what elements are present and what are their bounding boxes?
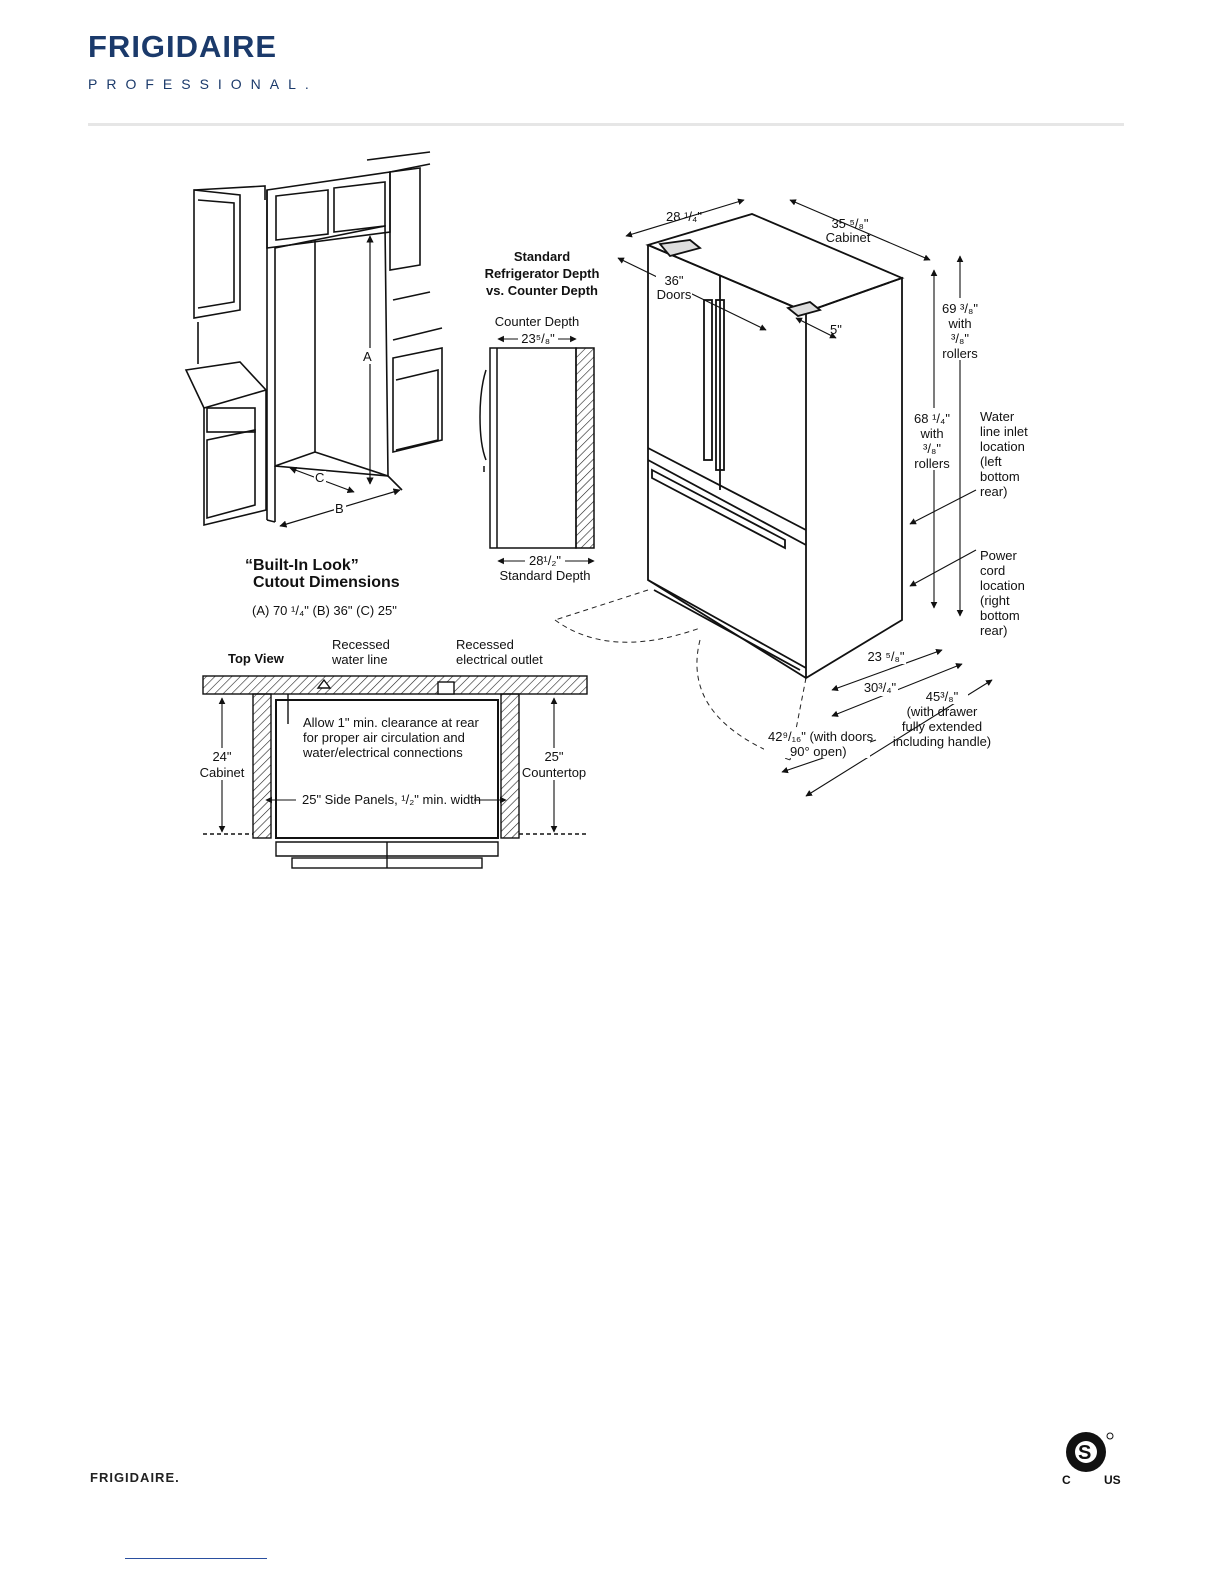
svg-text:S: S <box>1078 1442 1092 1464</box>
svg-text:rear): rear) <box>980 484 1008 499</box>
svg-text:bottom: bottom <box>980 469 1020 484</box>
standard-depth-label: Standard Depth <box>499 568 591 583</box>
top-view-title: Top View <box>228 651 284 666</box>
svg-text:line inlet: line inlet <box>980 424 1028 439</box>
svg-text:(right: (right <box>980 593 1010 608</box>
dim-doors-label: Doors <box>656 287 692 302</box>
label-b: B <box>335 501 344 516</box>
svg-text:water/electrical connections: water/electrical connections <box>303 745 463 760</box>
water-line-label-2: water line <box>332 652 388 667</box>
dim-d3: 45³/₈" <box>925 689 959 704</box>
svg-text:(with drawer: (with drawer <box>906 704 978 719</box>
water-line-label-1: Recessed <box>332 637 390 652</box>
dim-h1-value: 69 ³/₈" <box>941 301 979 316</box>
svg-text:Allow 1" min. clearance at rea: Allow 1" min. clearance at rear <box>303 715 479 730</box>
dim-cabinet-value: 35 ⁵/₈" <box>831 216 869 231</box>
svg-text:Water: Water <box>980 409 1015 424</box>
cutout-dimension-lines <box>280 236 400 526</box>
dim-d2: 30³/₄" <box>863 680 897 695</box>
svg-text:including handle): including handle) <box>892 734 992 749</box>
brand-subtitle: PROFESSIONAL. <box>88 76 318 92</box>
svg-text:location: location <box>980 439 1025 454</box>
dim-width-top: 28 ¹/₄" <box>666 209 702 224</box>
dim-h2-rollers: rollers <box>914 456 950 471</box>
dim-doors-value: 36" <box>664 273 684 288</box>
csa-left: C <box>1062 1473 1071 1487</box>
clearance-note <box>302 715 480 760</box>
svg-text:cord: cord <box>980 563 1006 578</box>
cutout-title-line2: Cutout Dimensions <box>253 574 400 591</box>
dim-d4-note: 90° open) <box>790 744 847 759</box>
depth-title-line3: vs. Counter Depth <box>486 283 598 298</box>
cutout-title-line1: “Built-In Look” <box>245 557 359 574</box>
dim-five: 5" <box>830 322 842 337</box>
depth-side-profile <box>480 348 594 548</box>
dim-h2-value: 68 ¹/₄" <box>914 411 950 426</box>
dim-h2-with: with <box>920 426 944 441</box>
drawer-extended-note <box>893 704 991 749</box>
svg-text:location: location <box>980 578 1025 593</box>
cutout-dimensions: (A) 70 ¹/₄" (B) 36" (C) 25" <box>252 603 397 618</box>
counter-depth-label: Counter Depth <box>494 314 580 329</box>
depth-title-line1: Standard <box>513 249 571 264</box>
cabinet-depth-label: Cabinet <box>199 765 245 780</box>
label-c: C <box>315 470 325 485</box>
outlet-label-1: Recessed <box>456 637 514 652</box>
power-cord-note <box>980 548 1025 638</box>
dim-d1: 23 ⁵/₈" <box>867 649 905 664</box>
counter-depth-value: 23⁵/₈" <box>521 331 555 346</box>
cutout-illustration <box>186 152 442 525</box>
countertop-depth-value: 25" <box>544 749 564 764</box>
svg-text:for proper air circulation and: for proper air circulation and <box>303 730 465 745</box>
brand-name: FRIGIDAIRE <box>88 29 278 64</box>
svg-text:rear): rear) <box>980 623 1008 638</box>
svg-text:(left: (left <box>980 454 1002 469</box>
dim-h1-rollers: rollers <box>942 346 978 361</box>
svg-text:Power: Power <box>980 548 1017 563</box>
countertop-depth-label: Countertop <box>521 765 587 780</box>
svg-text:fully extended: fully extended <box>901 719 983 734</box>
dim-d4: 42⁹/₁₆" (with doors <box>768 729 874 744</box>
csa-right: US <box>1104 1473 1121 1487</box>
dim-h1-with: with <box>948 316 972 331</box>
footer-logo: FRIGIDAIRE. <box>90 1470 180 1485</box>
depth-title-line2: Refrigerator Depth <box>484 266 600 281</box>
svg-text:bottom: bottom <box>980 608 1020 623</box>
csa-certification-mark <box>1060 1428 1124 1488</box>
label-a: A <box>363 349 372 364</box>
dim-h1-frac: ³/₈" <box>951 331 969 346</box>
footer-underline <box>125 1558 267 1559</box>
outlet-label-2: electrical outlet <box>456 652 543 667</box>
side-panels-label: 25" Side Panels, ¹/₂" min. width <box>302 792 482 807</box>
cabinet-depth-value: 24" <box>212 749 232 764</box>
water-line-note <box>980 409 1028 499</box>
dim-cabinet-label: Cabinet <box>825 230 871 245</box>
standard-depth-value: 28¹/₂" <box>528 553 562 568</box>
dim-h2-frac: ³/₈" <box>923 441 941 456</box>
